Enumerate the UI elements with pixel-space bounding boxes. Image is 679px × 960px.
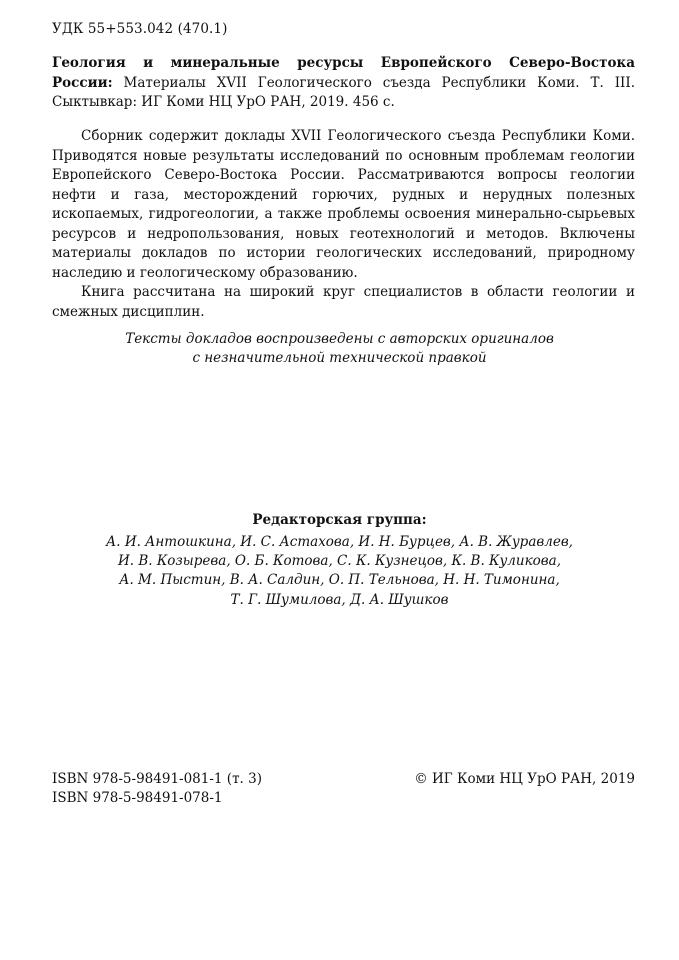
isbn-volume: ISBN 978-5-98491-081-1 (т. 3) — [52, 771, 262, 787]
copyright-notice: © ИГ Коми НЦ УрО РАН, 2019 — [414, 771, 635, 787]
editorial-group-title: Редакторская группа: — [252, 512, 427, 528]
bibliographic-description — [52, 54, 635, 113]
editors-line: И. В. Козырева, О. Б. Котова, С. К. Кузнецов, К. В. Куликова, — [117, 553, 561, 570]
editorial-group-members — [0, 533, 679, 610]
editors-line: Т. Г. Шумилова, Д. А. Шушков — [230, 591, 449, 608]
editorial-note-line-2: с незначительной технической правкой — [192, 350, 487, 366]
isbn-block — [52, 770, 262, 808]
abstract-paragraph-2: Книга рассчитана на широкий круг специалистов в области геологии и смежных дисциплин. — [52, 284, 635, 320]
book-title: Геология и минеральные ресурсы Европейского Северо-Востока России: — [52, 55, 635, 91]
editorial-note-line-1: Тексты докладов воспроизведены с авторских оригиналов — [125, 331, 554, 347]
abstract-paragraph-1: Сборник содержит доклады XVII Геологического съезда Республики Коми. Приводятся новые результаты исследований по основным проблемам геологии Европейского Северо-Востока России. Рассматриваются вопросы геологии нефти и газа, месторождений горючих, рудных и нерудных полезных ископаемых, гидрогеологии, а также проблемы освоения минерально-сырьевых ресурсов и недропользования, новых геотехнологий и методов. Включены материалы докладов по истории геологических исследований, природному наследию и геологическому образованию. — [52, 128, 635, 281]
editorial-note — [0, 330, 679, 368]
editors-line: А. И. Антошкина, И. С. Астахова, И. Н. Бурцев, А. В. Журавлев, — [106, 534, 573, 550]
udk-code: УДК 55+553.042 (470.1) — [52, 21, 228, 37]
abstract — [52, 127, 635, 322]
isbn-series: ISBN 978-5-98491-078-1 — [52, 790, 223, 806]
editors-line: А. М. Пыстин, В. А. Салдин, О. П. Тельнова, Н. Н. Тимонина, — [119, 572, 560, 589]
publication-details: Материалы XVII Геологического съезда Республики Коми. Т. III. Сыктывкар: ИГ Коми НЦ УрО РАН, 2019. 456 с. — [52, 74, 635, 110]
